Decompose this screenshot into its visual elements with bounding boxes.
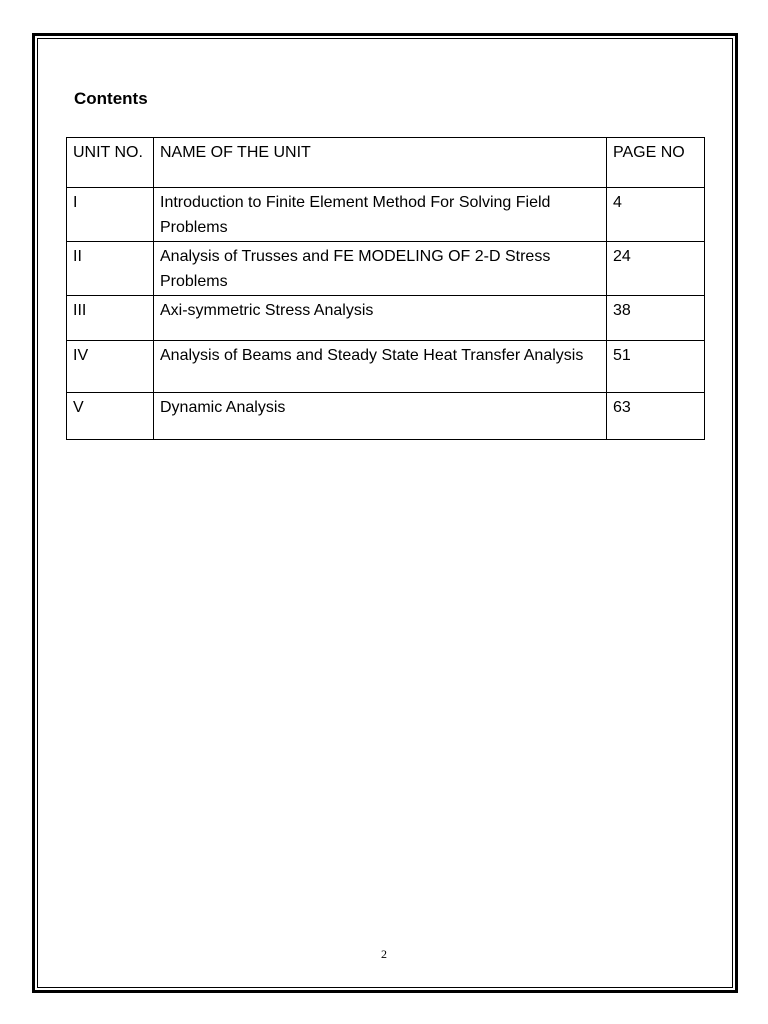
unit-name-cell: Axi-symmetric Stress Analysis [154,296,607,341]
header-unit-no: UNIT NO. [67,138,154,188]
table-row [67,341,705,393]
unit-name-cell: Dynamic Analysis [154,393,607,440]
unit-name-cell: Introduction to Finite Element Method For Solving Field Problems [154,188,607,242]
unit-name-cell: Analysis of Beams and Steady State Heat Transfer Analysis [154,341,607,393]
page-number-cell: 51 [607,341,705,393]
table-row [67,188,705,242]
unit-number-cell: III [67,296,154,341]
unit-number-cell: I [67,188,154,242]
header-unit-name: NAME OF THE UNIT [154,138,607,188]
table-row [67,242,705,296]
table-row [67,296,705,341]
unit-number-cell: V [67,393,154,440]
table-header-row [67,138,705,188]
table-row [67,393,705,440]
unit-number-cell: II [67,242,154,296]
contents-table [66,137,705,440]
unit-number-cell: IV [67,341,154,393]
unit-name-cell: Analysis of Trusses and FE MODELING OF 2-D Stress Problems [154,242,607,296]
contents-heading: Contents [74,89,148,108]
page-number-cell: 38 [607,296,705,341]
page-number-cell: 24 [607,242,705,296]
header-page-no: PAGE NO [607,138,705,188]
page-number-cell: 4 [607,188,705,242]
page-number-cell: 63 [607,393,705,440]
page-number: 2 [381,947,387,961]
